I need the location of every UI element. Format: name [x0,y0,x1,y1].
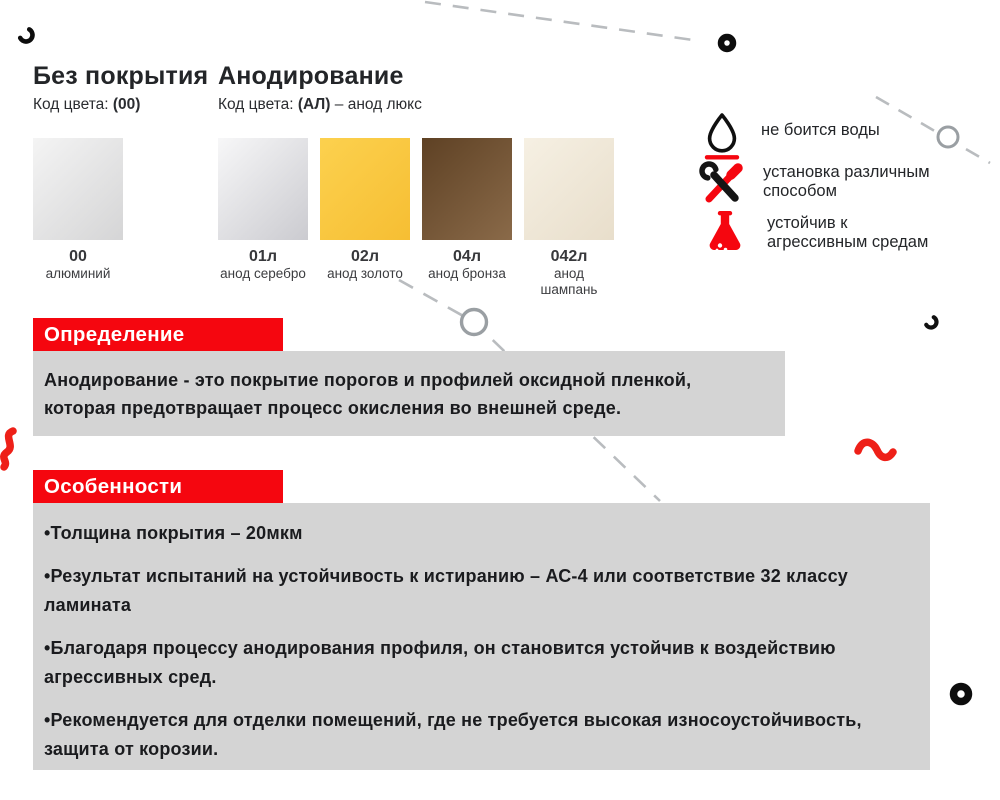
benefit-text: агрессивным средам [767,233,929,251]
feature-item: • Результат испытаний на устойчивость к истиранию – АС-4 или соответствие 32 классу ламината [44,562,892,620]
features-banner [33,470,283,503]
definition-box [33,351,785,436]
dashed-line [876,97,990,163]
benefit-text: установка различным [763,163,930,181]
color-chip [320,138,410,240]
code-label: Код цвета: [33,96,113,113]
partial-ring-icon [17,26,35,44]
benefit-chemical-resistance [703,208,928,260]
feature-item: • Рекомендуется для отделки помещений, где не требуется высокая износоустойчивость, защита от корозии. [44,706,892,764]
uncoated-group-header [33,62,208,114]
uncoated-color-code [33,96,208,114]
benefit-text: способом [763,182,837,200]
swatch-name: анод бронза [428,266,506,281]
code-value: (00) [112,96,141,113]
feature-item: • Толщина покрытия – 20мкм [44,519,892,548]
code-suffix: – анод люкс [330,96,422,113]
swatch-code: 00 [69,248,87,265]
swatch-code: 04л [453,248,481,265]
swatch-name: алюминий [45,266,111,281]
definition-banner [33,318,283,351]
anodized-title: Анодирование [218,62,404,90]
definition-text: Анодирование - это покрытие порогов и профилей оксидной пленкой, которая предотвращает процесс окисления во внешней среде. [44,370,692,418]
features-heading: Особенности [44,475,183,498]
swatch-04l-bronze [422,138,512,282]
benefit-text: устойчив к [767,214,848,232]
circle-marker-icon [462,310,487,335]
benefit-installation [697,160,930,208]
definition-heading: Определение [44,323,185,346]
swatch-code: 042л [550,248,588,265]
circle-marker-icon [938,127,958,147]
uncoated-title: Без покрытия [33,62,209,90]
benefit-water [701,110,880,162]
color-chip [422,138,512,240]
red-squiggle-icon [4,431,13,467]
partial-ring-icon [923,314,938,329]
dot-marker-icon [954,687,969,702]
color-chip [524,138,614,240]
swatch-name: анод шампань [540,266,598,297]
tools-icon [697,160,745,208]
color-chip [33,138,123,240]
swatch-name: анод золото [327,266,403,281]
swatch-code: 02л [351,248,379,265]
code-label: Код цвета: [218,96,298,113]
swatch-00-aluminium [33,138,123,282]
swatch-code: 01л [249,248,277,265]
swatch-02l-gold [320,138,410,282]
water-drop-icon [701,110,743,162]
swatch-042l-champagne [524,138,614,298]
feature-item: • Благодаря процессу анодирования профиля, он становится устойчив к воздействию агрессивных сред. [44,634,892,692]
anodized-group-header [218,62,422,114]
anodized-color-code [218,96,422,114]
benefit-text: не боится воды [761,121,880,139]
color-chip [218,138,308,240]
red-squiggle-icon [858,442,893,457]
swatch-01l-silver [218,138,308,282]
features-list [33,503,930,764]
dashed-line [425,2,700,41]
code-value: (АЛ) [297,96,331,113]
flask-icon [703,208,747,260]
features-box [33,503,930,770]
dot-marker-icon [721,37,733,49]
swatch-name: анод серебро [220,266,306,281]
